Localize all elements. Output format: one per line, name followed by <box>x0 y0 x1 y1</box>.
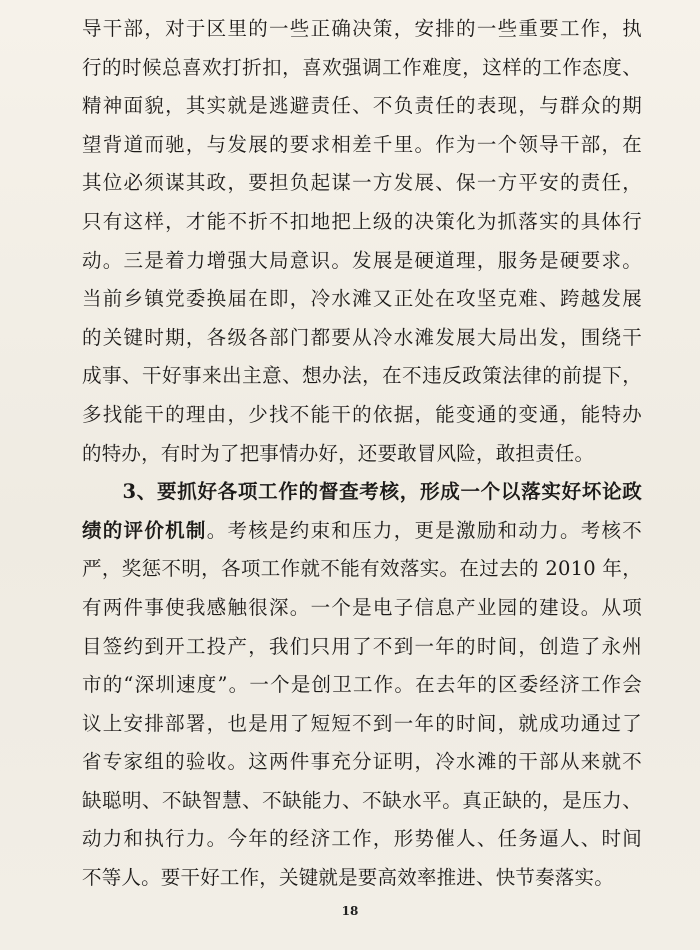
text-line: 当前乡镇党委换届在即，冷水滩又正处在攻坚克难、跨越发展 <box>82 287 642 311</box>
text-line: 望背道而驰，与发展的要求相差千里。作为一个领导干部，在 <box>82 132 642 156</box>
text-line: 动力和执行力。今年的经济工作，形势催人、任务逼人、时间 <box>82 827 642 851</box>
text-line: 的关键时期，各级各部门都要从冷水滩发展大局出发，围绕干 <box>82 325 642 349</box>
text-line <box>82 512 642 551</box>
text-line: 成事、干好事来出主意、想办法，在不违反政策法律的前提下， <box>82 364 642 388</box>
body-text <box>82 10 642 898</box>
text-line: 导干部，对于区里的一些正确决策，安排的一些重要工作，执 <box>82 17 642 40</box>
text-line: 多找能干的理由，少找不能干的依据，能变通的变通，能特办 <box>82 402 642 426</box>
text-line: 议上安排部署，也是用了短短不到一年的时间，就成功通过了 <box>82 711 642 735</box>
text-line: 目签约到开工投产，我们只用了不到一年的时间，创造了永州 <box>82 634 642 658</box>
text-line: 动。三是着力增强大局意识。发展是硬道理，服务是硬要求。 <box>82 248 642 272</box>
section-heading-continued: 绩的评价机制 <box>82 518 207 542</box>
text-line: 省专家组的验收。这两件事充分证明，冷水滩的干部从来就不 <box>82 750 642 774</box>
text-line: 的特办，有时为了把事情办好，还要敢冒风险，敢担责任。 <box>82 441 595 465</box>
text-line: 缺聪明、不缺智慧、不缺能力、不缺水平。真正缺的，是压力、 <box>82 788 642 812</box>
text-line: 其位必须谋其政，要担负起谋一方发展、保一方平安的责任， <box>82 171 642 195</box>
text-line: 有两件事使我感触很深。一个是电子信息产业园的建设。从项 <box>82 595 642 619</box>
text-line: 精神面貌，其实就是逃避责任、不负责任的表现，与群众的期 <box>82 94 642 118</box>
text-line: 市的“深圳速度”。一个是创卫工作。在去年的区委经济工作会 <box>82 673 642 697</box>
text-line: 行的时候总喜欢打折扣，喜欢强调工作难度，这样的工作态度、 <box>82 55 642 79</box>
text-line: 不等人。要干好工作，关键就是要高效率推进、快节奏落实。 <box>82 866 614 890</box>
text-segment: 。考核是约束和压力，更是激励和动力。考核不 <box>206 518 642 542</box>
text-line: 严，奖惩不明，各项工作就不能有效落实。在过去的 2010 年， <box>82 557 642 581</box>
text-line: 只有这样，才能不折不扣地把上级的决策化为抓落实的具体行 <box>82 209 642 233</box>
section-heading: 3、要抓好各项工作的督查考核，形成一个以落实好坏论政 <box>82 480 642 504</box>
page-number: 18 <box>341 904 359 918</box>
